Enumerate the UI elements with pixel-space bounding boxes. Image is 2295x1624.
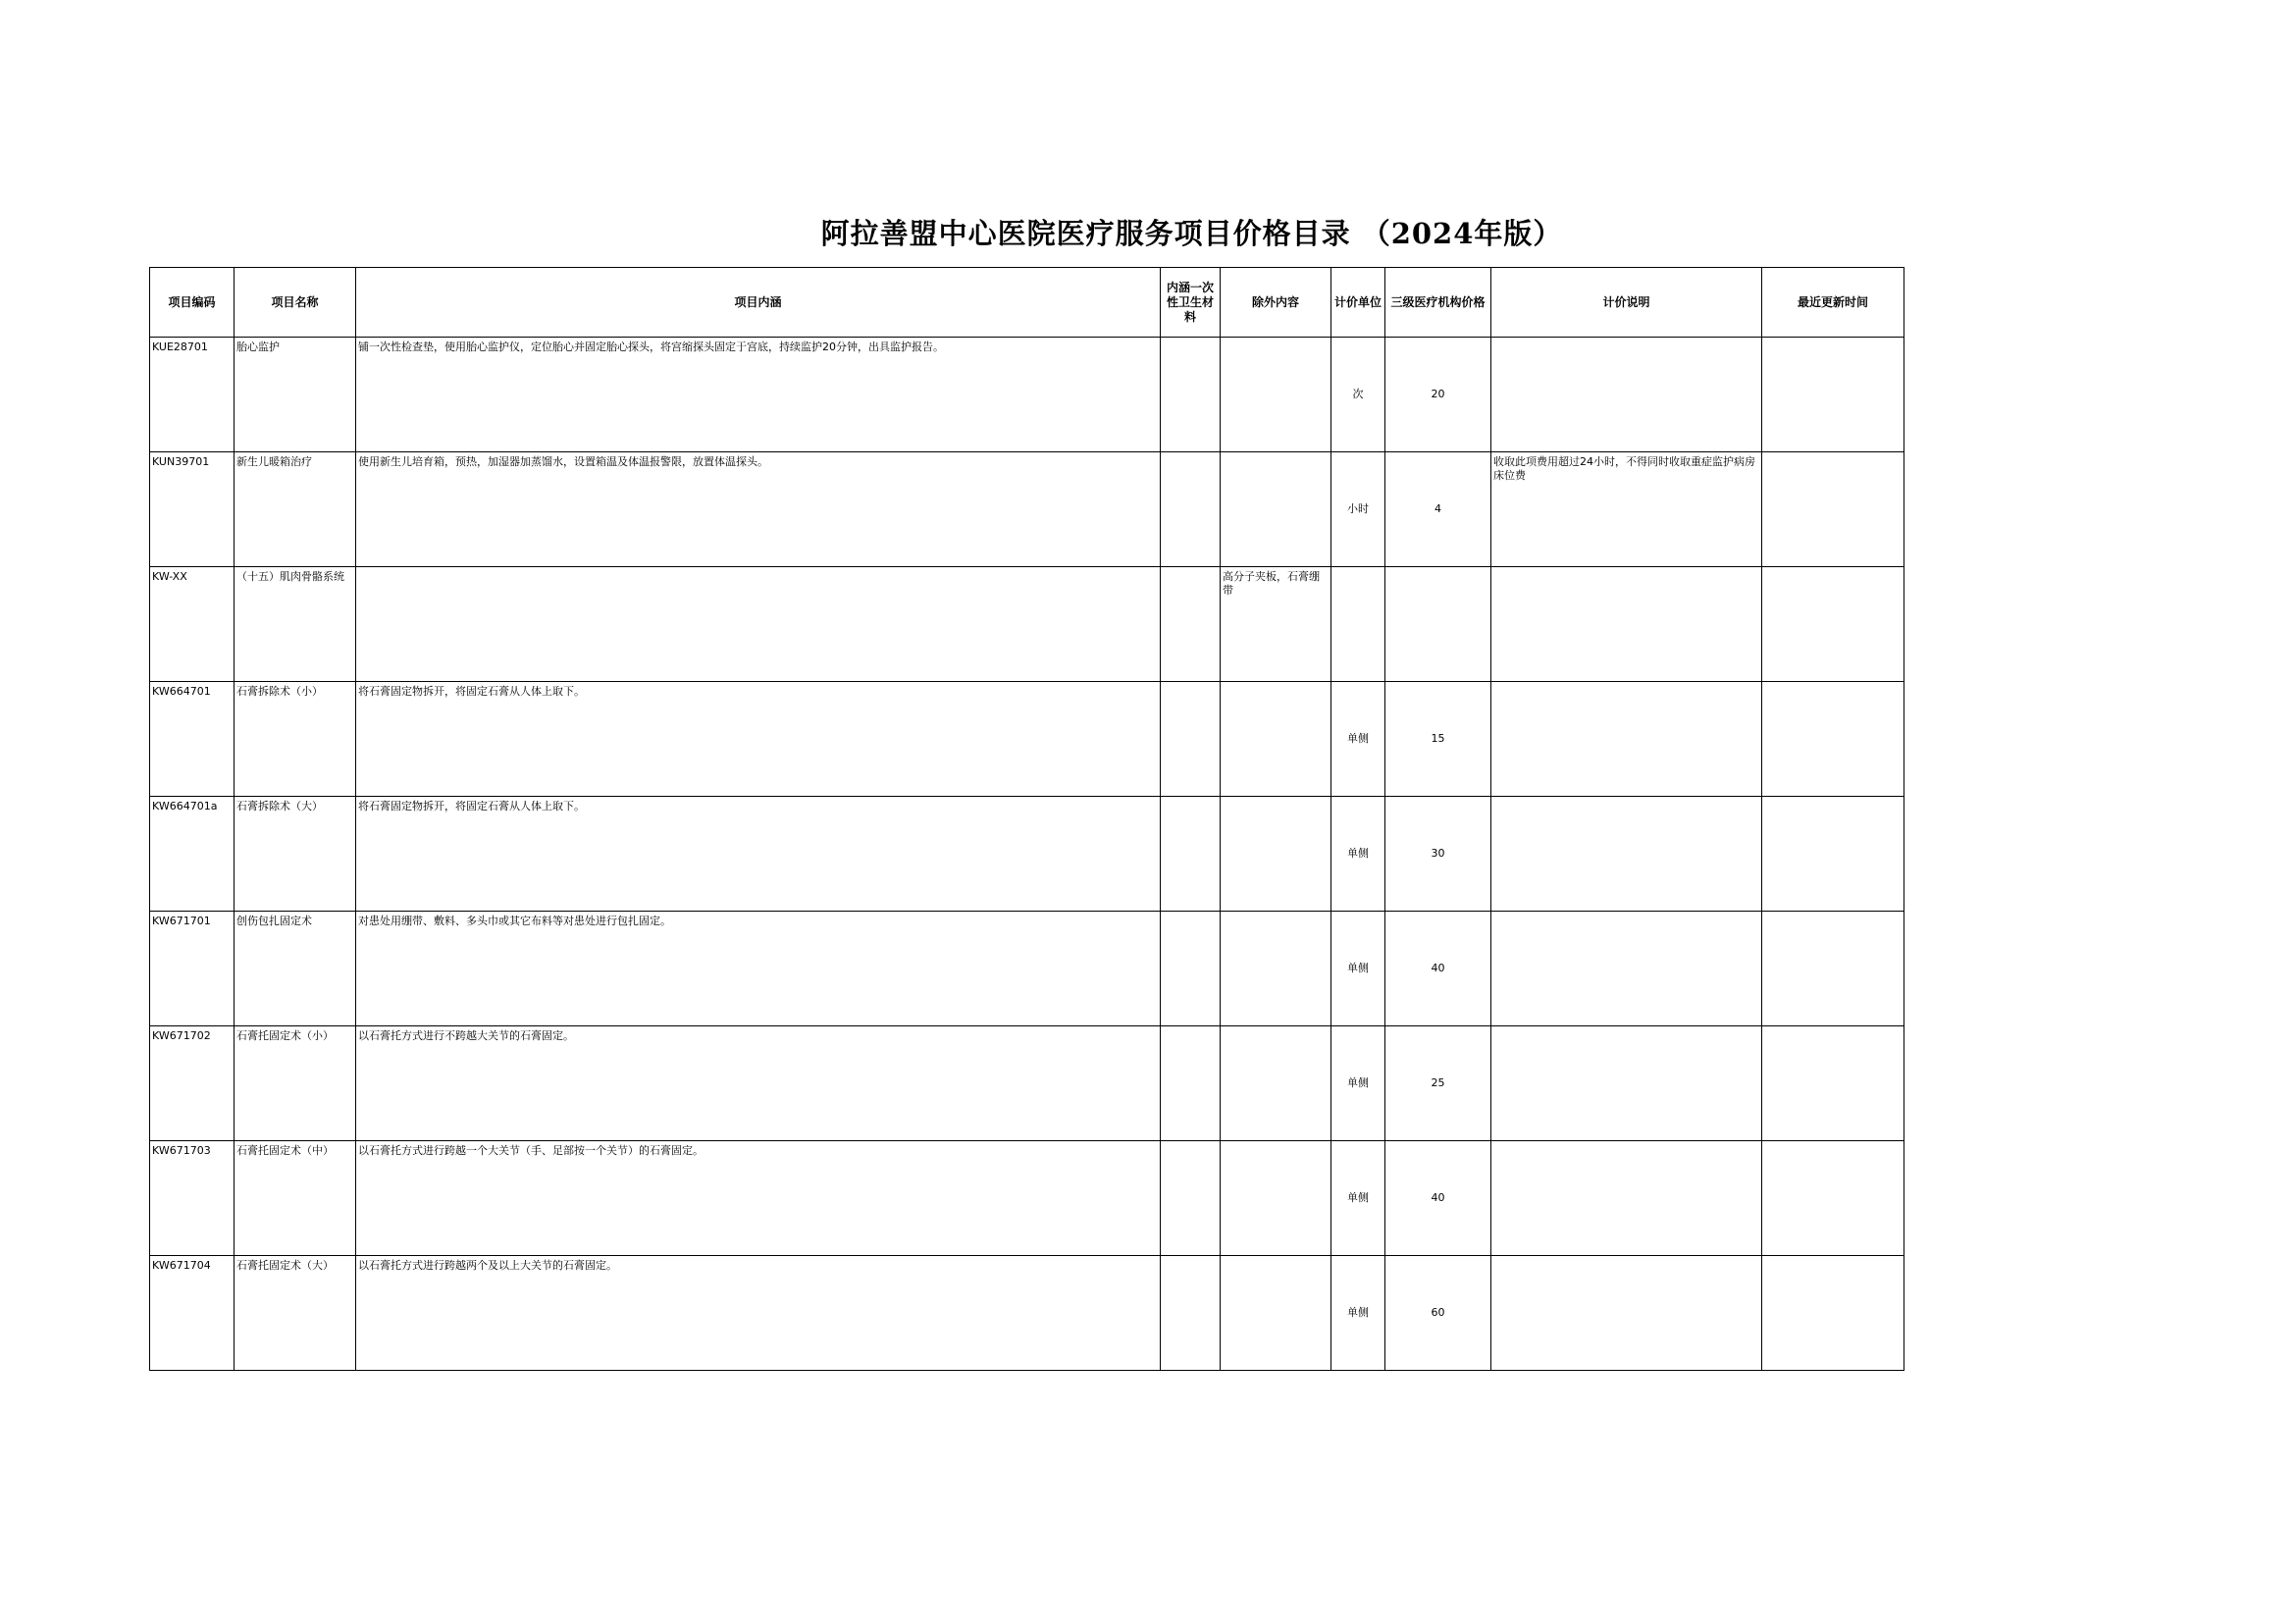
cell-price: 40 <box>1385 1141 1491 1256</box>
cell-materials <box>1161 912 1221 1026</box>
cell-materials <box>1161 452 1221 567</box>
cell-updated <box>1762 1256 1904 1371</box>
cell-updated <box>1762 567 1904 682</box>
cell-code: KUN39701 <box>150 452 235 567</box>
cell-updated <box>1762 682 1904 797</box>
cell-unit: 单侧 <box>1331 682 1385 797</box>
cell-price <box>1385 567 1491 682</box>
cell-price: 20 <box>1385 338 1491 452</box>
cell-unit: 单侧 <box>1331 1256 1385 1371</box>
cell-note <box>1491 1141 1762 1256</box>
cell-note: 收取此项费用超过24小时，不得同时收取重症监护病房床位费 <box>1491 452 1762 567</box>
cell-excluded <box>1221 452 1331 567</box>
page-title: 阿拉善盟中心医院医疗服务项目价格目录 （2024年版） <box>820 217 1563 250</box>
table-row <box>150 1256 1904 1371</box>
cell-name: 创伤包扎固定术 <box>235 912 356 1026</box>
cell-content: 对患处用绷带、敷料、多头巾或其它布料等对患处进行包扎固定。 <box>356 912 1161 1026</box>
cell-code: KW671704 <box>150 1256 235 1371</box>
cell-unit: 小时 <box>1331 452 1385 567</box>
cell-code: KW671703 <box>150 1141 235 1256</box>
cell-materials <box>1161 338 1221 452</box>
cell-price: 60 <box>1385 1256 1491 1371</box>
cell-note <box>1491 912 1762 1026</box>
cell-unit: 单侧 <box>1331 797 1385 912</box>
cell-name: 石膏托固定术（小） <box>235 1026 356 1141</box>
header-note: 计价说明 <box>1491 268 1762 338</box>
header-content: 项目内涵 <box>356 268 1161 338</box>
cell-note <box>1491 1256 1762 1371</box>
cell-name: （十五）肌肉骨骼系统 <box>235 567 356 682</box>
header-unit: 计价单位 <box>1331 268 1385 338</box>
cell-name: 新生儿暖箱治疗 <box>235 452 356 567</box>
header-price: 三级医疗机构价格 <box>1385 268 1491 338</box>
table-row <box>150 452 1904 567</box>
header-materials: 内涵一次性卫生材料 <box>1161 268 1221 338</box>
cell-unit: 单侧 <box>1331 1026 1385 1141</box>
cell-code: KW664701 <box>150 682 235 797</box>
cell-unit: 单侧 <box>1331 1141 1385 1256</box>
cell-excluded <box>1221 1141 1331 1256</box>
cell-price: 30 <box>1385 797 1491 912</box>
cell-excluded <box>1221 338 1331 452</box>
cell-materials <box>1161 1141 1221 1256</box>
table-row <box>150 338 1904 452</box>
cell-code: KW671701 <box>150 912 235 1026</box>
cell-updated <box>1762 452 1904 567</box>
cell-materials <box>1161 682 1221 797</box>
cell-excluded <box>1221 682 1331 797</box>
cell-code: KW-XX <box>150 567 235 682</box>
cell-name: 石膏拆除术（小） <box>235 682 356 797</box>
cell-unit <box>1331 567 1385 682</box>
header-code: 项目编码 <box>150 268 235 338</box>
table-row <box>150 797 1904 912</box>
cell-note <box>1491 338 1762 452</box>
cell-materials <box>1161 1256 1221 1371</box>
cell-name: 石膏托固定术（大） <box>235 1256 356 1371</box>
cell-updated <box>1762 912 1904 1026</box>
cell-content: 将石膏固定物拆开，将固定石膏从人体上取下。 <box>356 797 1161 912</box>
cell-name: 石膏拆除术（大） <box>235 797 356 912</box>
cell-content: 以石膏托方式进行跨越一个大关节（手、足部按一个关节）的石膏固定。 <box>356 1141 1161 1256</box>
table-row <box>150 1026 1904 1141</box>
cell-updated <box>1762 338 1904 452</box>
table-header-row <box>150 268 1904 338</box>
table-row <box>150 1141 1904 1256</box>
header-updated: 最近更新时间 <box>1762 268 1904 338</box>
cell-excluded <box>1221 1026 1331 1141</box>
cell-price: 25 <box>1385 1026 1491 1141</box>
cell-note <box>1491 567 1762 682</box>
cell-materials <box>1161 567 1221 682</box>
cell-content: 铺一次性检查垫，使用胎心监护仪，定位胎心并固定胎心探头，将宫缩探头固定于宫底，持续监护20分钟，出具监护报告。 <box>356 338 1161 452</box>
cell-code: KW664701a <box>150 797 235 912</box>
cell-note <box>1491 1026 1762 1141</box>
cell-unit: 单侧 <box>1331 912 1385 1026</box>
cell-content: 以石膏托方式进行不跨越大关节的石膏固定。 <box>356 1026 1161 1141</box>
cell-materials <box>1161 1026 1221 1141</box>
cell-name: 石膏托固定术（中） <box>235 1141 356 1256</box>
cell-content: 使用新生儿培育箱，预热，加湿器加蒸馏水，设置箱温及体温报警限，放置体温探头。 <box>356 452 1161 567</box>
cell-excluded <box>1221 1256 1331 1371</box>
cell-materials <box>1161 797 1221 912</box>
cell-note <box>1491 682 1762 797</box>
cell-content: 将石膏固定物拆开，将固定石膏从人体上取下。 <box>356 682 1161 797</box>
cell-name: 胎心监护 <box>235 338 356 452</box>
cell-updated <box>1762 797 1904 912</box>
table-row <box>150 682 1904 797</box>
header-excluded: 除外内容 <box>1221 268 1331 338</box>
cell-price: 4 <box>1385 452 1491 567</box>
cell-updated <box>1762 1026 1904 1141</box>
cell-price: 40 <box>1385 912 1491 1026</box>
cell-excluded <box>1221 912 1331 1026</box>
cell-excluded: 高分子夹板，石膏绷带 <box>1221 567 1331 682</box>
cell-content <box>356 567 1161 682</box>
cell-price: 15 <box>1385 682 1491 797</box>
cell-unit: 次 <box>1331 338 1385 452</box>
table-row <box>150 912 1904 1026</box>
cell-updated <box>1762 1141 1904 1256</box>
cell-code: KUE28701 <box>150 338 235 452</box>
price-table <box>149 267 1904 1371</box>
cell-excluded <box>1221 797 1331 912</box>
cell-code: KW671702 <box>150 1026 235 1141</box>
header-name: 项目名称 <box>235 268 356 338</box>
table-row <box>150 567 1904 682</box>
cell-content: 以石膏托方式进行跨越两个及以上大关节的石膏固定。 <box>356 1256 1161 1371</box>
cell-note <box>1491 797 1762 912</box>
